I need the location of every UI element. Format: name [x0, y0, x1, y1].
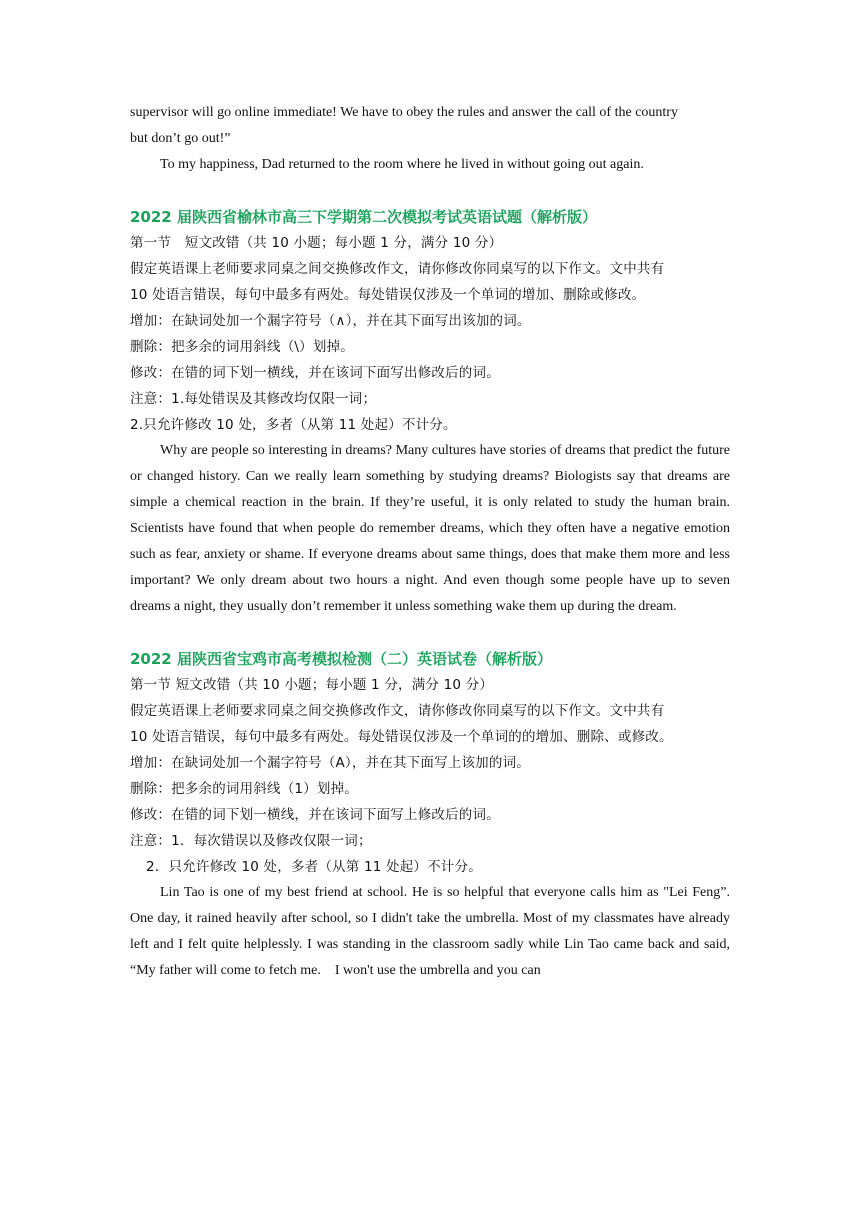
section1-instruction-6: 注意：1.每处错误及其修改均仅限一词；: [130, 391, 377, 407]
section1-instruction-1: 假定英语课上老师要求同桌之间交换修改作文，请你修改你同桌写的以下作文。文中共有: [130, 261, 665, 277]
section1-instruction-3: 增加：在缺词处加一个漏字符号（∧），并在其下面写出该加的词。: [130, 313, 531, 329]
section1-instruction-7: 2.只允许修改 10 处，多者（从第 11 处起）不计分。: [130, 417, 457, 433]
section1-passage: Why are people so interesting in dreams? Many cultures have stories of dreams that predict the future or changed history. Can we really learn something by studying dreams? Biologists say that dreams are simple a chemical reaction in the brain. If they’re useful, it is only related to study the human brain. Scientists have found that when people do remember dreams, which they often have a negative emotion such as fear, anxiety or shame. If everyone dreams about same things, does that make them more and less important? We only dream about two hours a night. And even though some people have up to seven dreams a night, they usually don’t remember it unless something wake them up during the dream.: [130, 443, 730, 614]
section2-instruction-6: 注意：1．每次错误以及修改仅限一词；: [130, 833, 372, 849]
section1-instruction-5: 修改：在错的词下划一横线，并在该词下面写出修改后的词。: [130, 365, 500, 381]
section2-instruction-3: 增加：在缺词处加一个漏字符号（A），并在其下面写上该加的词。: [130, 755, 530, 771]
document-page: [130, 100, 730, 984]
section1-part-label: 第一节 短文改错（共 10 小题；每小题 1 分，满分 10 分）: [130, 235, 503, 251]
section2-note-2: 2．只允许修改 10 处，多者（从第 11 处起）不计分。: [146, 859, 482, 875]
continuation-line-2: but don’t go out!”: [130, 131, 231, 146]
section1-instruction-2: 10 处语言错误，每句中最多有两处。每处错误仅涉及一个单词的增加、删除或修改。: [130, 287, 646, 303]
section2-instruction-4: 删除：把多余的词用斜线（1）划掉。: [130, 781, 358, 797]
section2-passage: Lin Tao is one of my best friend at school. He is so helpful that everyone calls him as "Lei Feng”. One day, it rained heavily after school, so I didn't take the umbrella. Most of my classmates have already left and I felt quite helplessly. I was standing in the classroom sadly while Lin Tao came back and said, “My father will come to fetch me. I won't use the umbrella and you can: [130, 885, 730, 978]
section2-title: 2022 届陕西省宝鸡市高考模拟检测（二）英语试卷（解析版）: [130, 650, 552, 668]
section1-title: 2022 届陕西省榆林市高三下学期第二次模拟考试英语试题（解析版）: [130, 208, 597, 226]
section2-part-label: 第一节 短文改错（共 10 小题；每小题 1 分，满分 10 分）: [130, 677, 494, 693]
section1-instruction-4: 删除：把多余的词用斜线（\）划掉。: [130, 339, 354, 355]
continuation-line-1: supervisor will go online immediate! We have to obey the rules and answer the call of the country: [130, 105, 678, 120]
section2-instruction-2: 10 处语言错误，每句中最多有两处。每处错误仅涉及一个单词的的增加、删除、或修改。: [130, 729, 673, 745]
section2-instruction-1: 假定英语课上老师要求同桌之间交换修改作文，请你修改你同桌写的以下作文。文中共有: [130, 703, 665, 719]
continuation-closing: To my happiness, Dad returned to the room where he lived in without going out again.: [160, 157, 644, 172]
section2-instruction-5: 修改：在错的词下划一横线，并在该词下面写上修改后的词。: [130, 807, 500, 823]
